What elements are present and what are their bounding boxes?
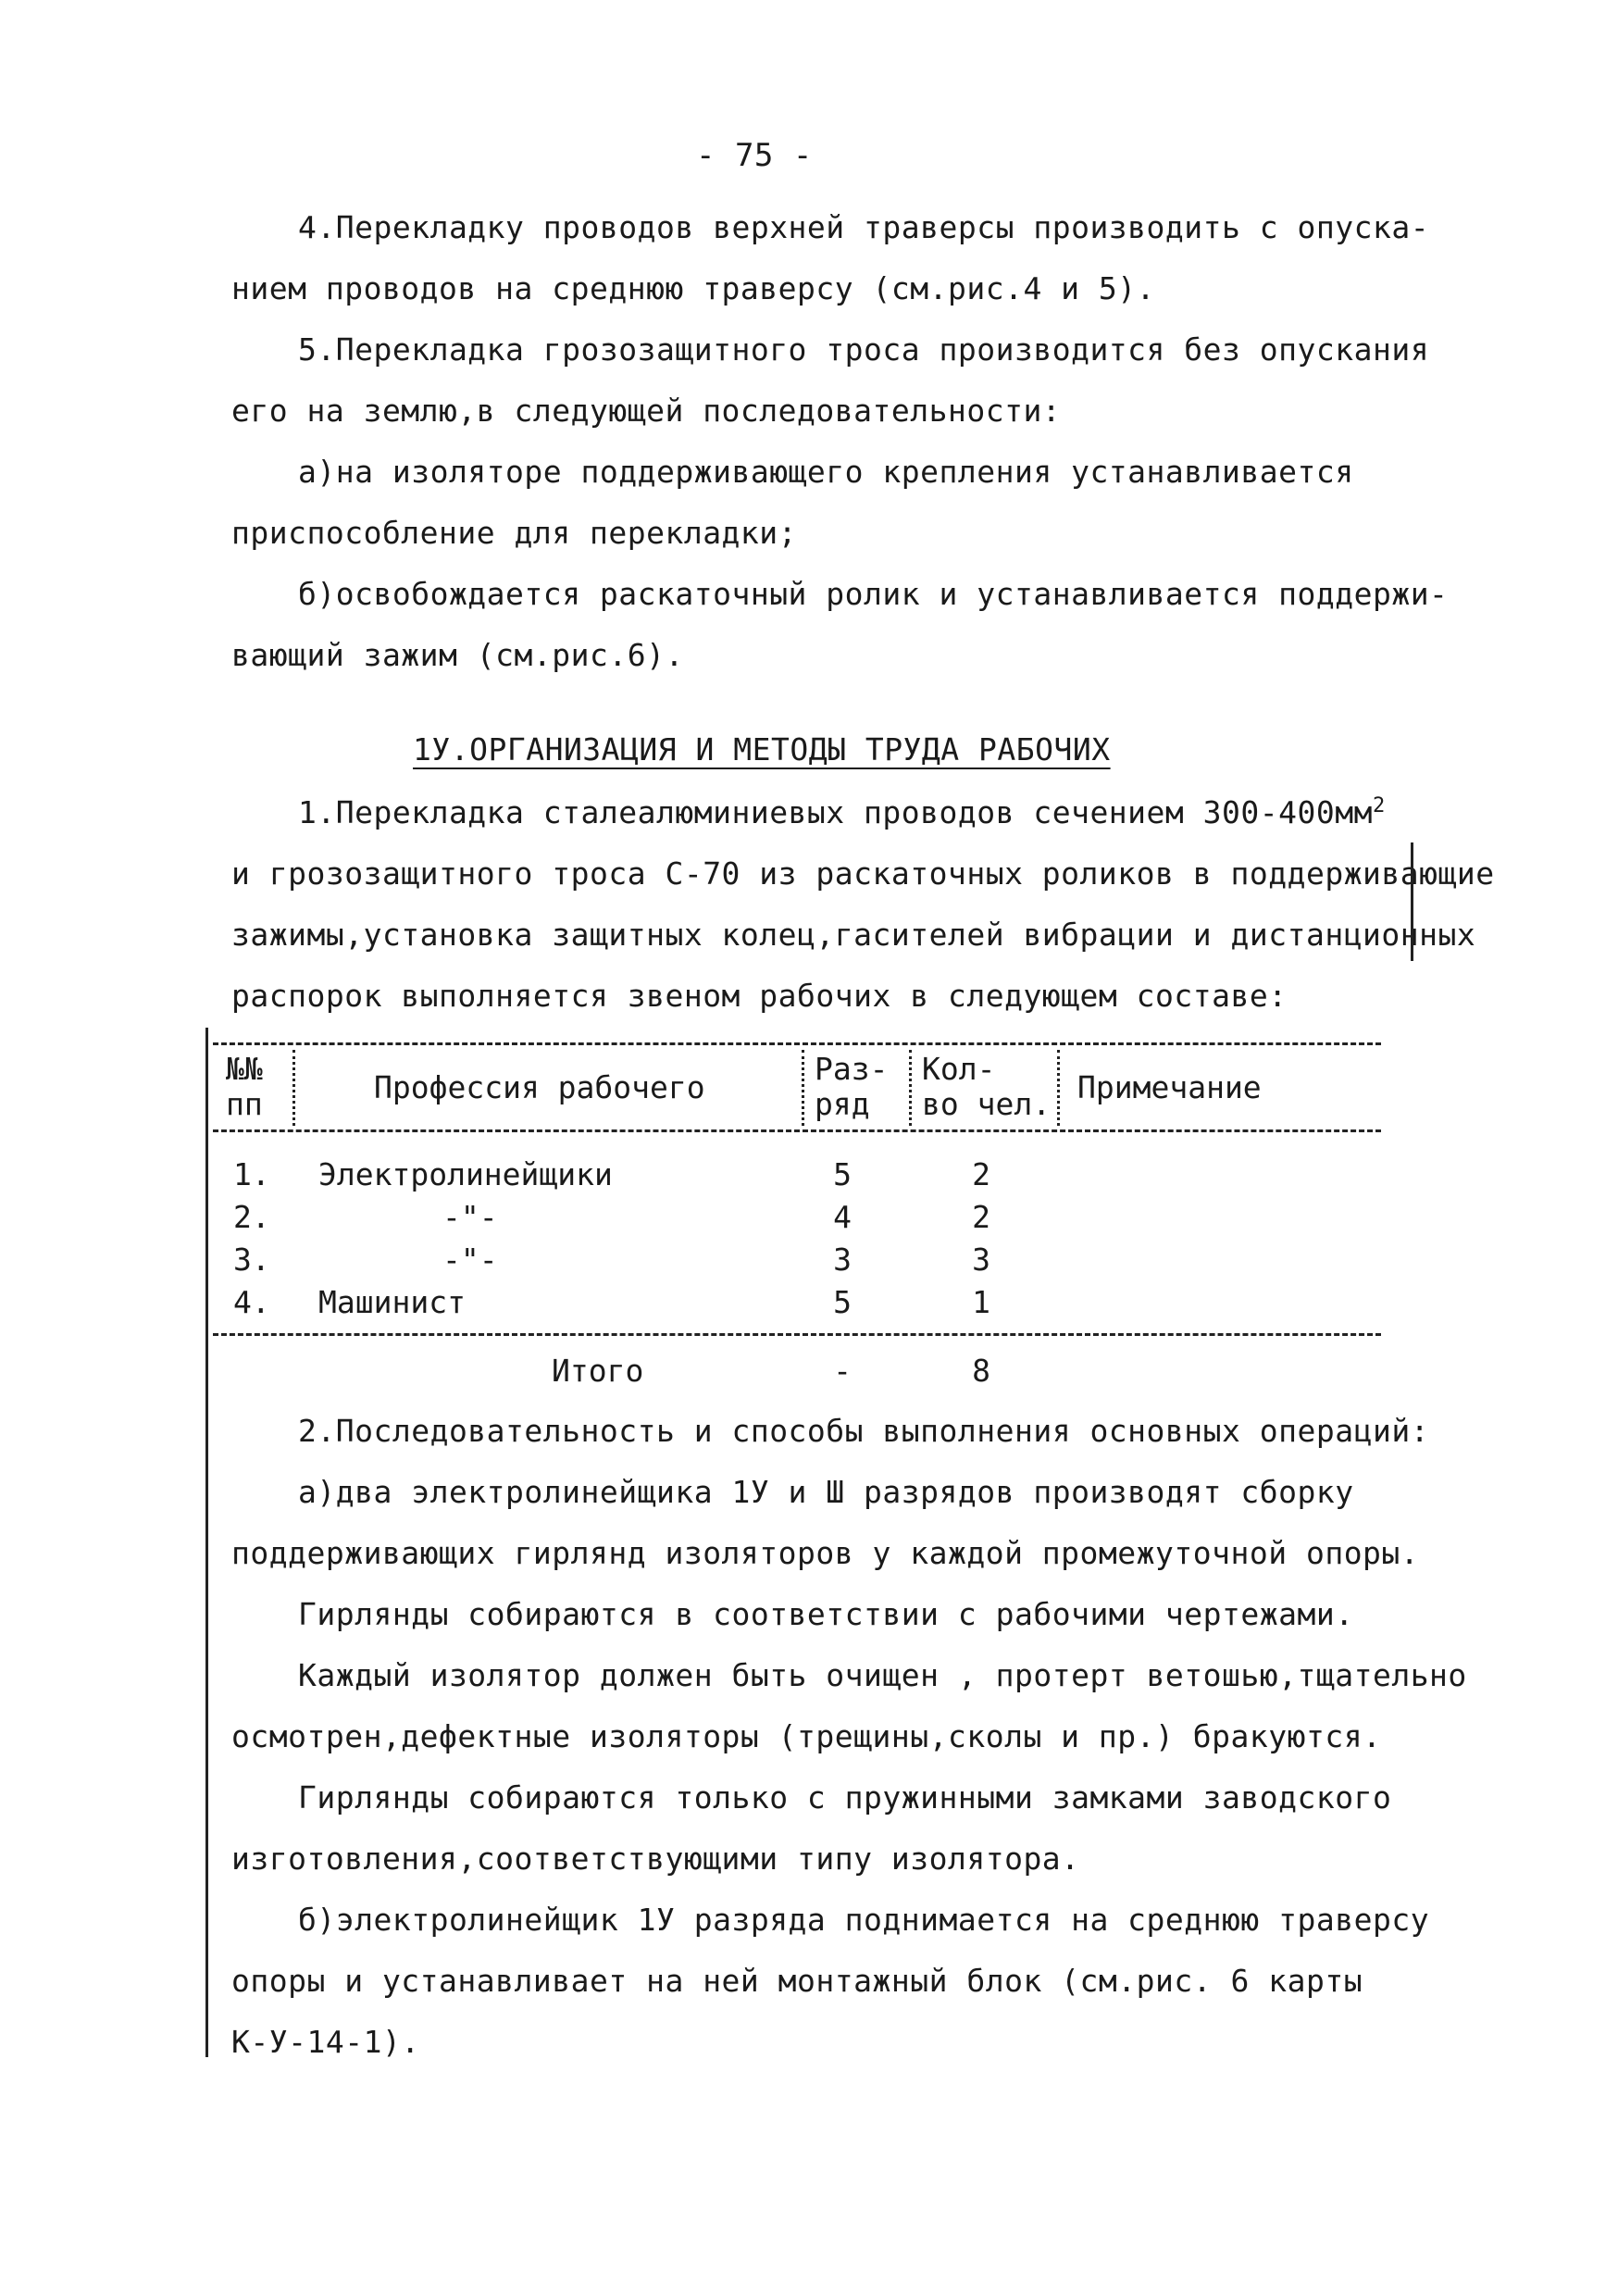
paragraph-line: нием проводов на среднюю траверсу (см.рис.4 и 5). [231, 270, 1156, 306]
paragraph-line: Каждый изолятор должен быть очищен , протерт ветошью,тщательно [298, 1657, 1467, 1693]
margin-bar-top [1411, 842, 1413, 961]
table-row-num: 4. [233, 1284, 270, 1320]
col-divider [909, 1050, 912, 1126]
table-row-profession: Машинист [318, 1284, 466, 1320]
table-row-num: 2. [233, 1199, 270, 1235]
paragraph-line: б)освобождается раскаточный ролик и устанавливается поддержи- [298, 576, 1449, 612]
header-grade-bottom: ряд [815, 1086, 870, 1122]
table-row-grade: 5 [833, 1156, 852, 1192]
table-row-grade: 5 [833, 1284, 852, 1320]
table-row-num: 1. [233, 1156, 270, 1192]
paragraph-line: его на землю,в следующей последовательности: [231, 393, 1062, 429]
paragraph-line: изготовления,соответствующими типу изолятора. [231, 1841, 1080, 1877]
intro-line-1 [298, 794, 1386, 831]
section-heading: 1У.ОРГАНИЗАЦИЯ И МЕТОДЫ ТРУДА РАБОЧИХ [413, 731, 1111, 767]
paragraph-line: поддерживающих гирлянд изоляторов у каждой промежуточной опоры. [231, 1535, 1420, 1571]
col-divider [1057, 1050, 1060, 1126]
intro-line-3: зажимы,установка защитных колец,гасителей вибрации и дистанционных [231, 917, 1476, 953]
paragraph-line: а)два электролинейщика 1У и Ш разрядов производят сборку [298, 1474, 1354, 1510]
paragraph-line: приспособление для перекладки; [231, 515, 798, 551]
paragraph-line: опоры и устанавливает на ней монтажный блок (см.рис. 6 карты [231, 1963, 1363, 1999]
paragraph-line: 4.Перекладку проводов верхней траверсы производить с опуска- [298, 209, 1430, 245]
table-rule-bottom [213, 1333, 1381, 1336]
col-divider [802, 1050, 804, 1126]
paragraph-line: 2.Последовательность и способы выполнения основных операций: [298, 1413, 1430, 1449]
paragraph-line: а)на изоляторе поддерживающего крепления устанавливается [298, 454, 1354, 490]
header-profession: Профессия рабочего [374, 1069, 705, 1105]
table-row-count: 1 [972, 1284, 990, 1320]
header-grade-top: Раз- [815, 1051, 889, 1087]
table-row-profession: Электролинейщики [318, 1156, 613, 1192]
intro-line-2: и грозозащитного троса С-70 из раскаточных роликов в поддерживающие [231, 855, 1495, 892]
intro-line-1-text: 1.Перекладка сталеалюминиевых проводов сечением 300-400мм [298, 794, 1373, 830]
paragraph-line: К-У-14-1). [231, 2024, 420, 2060]
paragraph-line: осмотрен,дефектные изоляторы (трещины,сколы и пр.) бракуются. [231, 1718, 1382, 1754]
header-num-top: №№ [226, 1051, 263, 1087]
paragraph-line: вающий зажим (см.рис.6). [231, 637, 684, 673]
header-count-bottom: во чел. [922, 1086, 1052, 1122]
paragraph-line: б)электролинейщик 1У разряда поднимается на среднюю траверсу [298, 1902, 1430, 1938]
table-row-count: 2 [972, 1199, 990, 1235]
intro-line-4: распорок выполняется звеном рабочих в следующем составе: [231, 978, 1288, 1014]
table-row-profession: -"- [442, 1199, 498, 1235]
table-total-grade: - [833, 1353, 852, 1389]
page-number: - 75 - [696, 137, 813, 174]
table-row-num: 3. [233, 1242, 270, 1278]
table-row-count: 2 [972, 1156, 990, 1192]
table-rule-header [213, 1129, 1381, 1132]
header-num-bottom: пп [226, 1086, 263, 1122]
header-count-top: Кол- [922, 1051, 996, 1087]
paragraph-line: Гирлянды собираются в соответствии с рабочими чертежами. [298, 1596, 1354, 1632]
header-note: Примечание [1077, 1069, 1262, 1105]
table-row-grade: 3 [833, 1242, 852, 1278]
table-total-label: Итого [552, 1353, 644, 1389]
table-row-count: 3 [972, 1242, 990, 1278]
paragraph-line: 5.Перекладка грозозащитного троса производится без опускания [298, 331, 1430, 368]
table-total-count: 8 [972, 1353, 990, 1389]
table-rule-top [213, 1042, 1381, 1045]
col-divider [292, 1050, 295, 1126]
table-row-grade: 4 [833, 1199, 852, 1235]
superscript-2: 2 [1372, 794, 1386, 817]
table-row-profession: -"- [442, 1242, 498, 1278]
paragraph-line: Гирлянды собираются только с пружинными замками заводского [298, 1779, 1392, 1816]
margin-bar-left [205, 1028, 208, 2057]
